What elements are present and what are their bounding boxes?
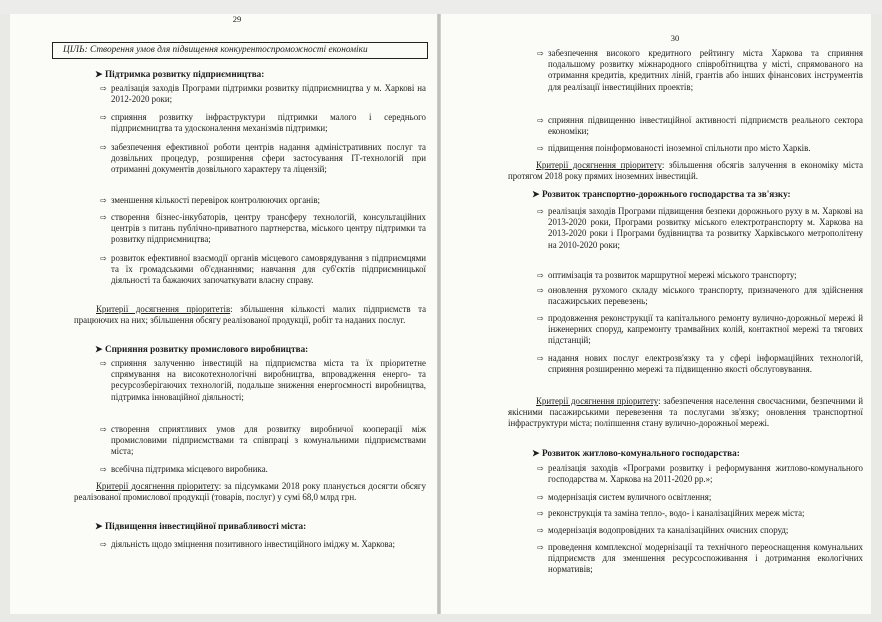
book-spine <box>437 14 441 614</box>
list-item <box>537 48 863 93</box>
list-item-text: зменшення кількості перевірок контролюючих органів; <box>111 195 320 205</box>
list-item-text: продовження реконструкції та капітального ремонту вулично-дорожньої мережі й інженерних споруд, капремонту трамвайних колій, контактної мережі та тягових підстанцій; <box>548 313 863 346</box>
list-item <box>537 492 863 503</box>
bullet-arrow-icon: ⇨ <box>537 286 544 295</box>
list-item <box>100 253 426 287</box>
section-arrow-icon: ➤ <box>95 344 103 354</box>
section-arrow-icon: ➤ <box>532 448 540 458</box>
bullet-arrow-icon: ⇨ <box>537 526 544 535</box>
bullet-arrow-icon: ⇨ <box>100 196 107 205</box>
list-item <box>537 508 863 519</box>
bullet-arrow-icon: ⇨ <box>100 359 107 368</box>
list-item-text: оновлення рухомого складу міського транспорту, призначеного для здійснення пасажирських перевезень; <box>548 285 863 307</box>
list-item-text: розвиток ефективної взаємодії органів місцевого самоврядування з підприємцями та їх громадськими об'єднаннями; навчання для суб'єктів підприємницької діяльності та бажаючих започаткувати власну справу. <box>111 253 426 286</box>
list-item <box>100 464 426 475</box>
list-item-text: підвищення поінформованості іноземної спільноти про місто Харків. <box>548 143 811 153</box>
list-item-text: реалізація заходів Програми підтримки розвитку підприємництва у м. Харкові на 2012-2020 роки; <box>111 83 426 105</box>
criteria-text: : за підсумками 2018 року планується досягти обсягу реалізованої промислової продукції (товарів, послуг) у сумі 68,0 млрд грн. <box>74 481 426 503</box>
bullet-arrow-icon: ⇨ <box>537 314 544 323</box>
bullet-arrow-icon: ⇨ <box>100 84 107 93</box>
list-item <box>100 424 426 458</box>
list-item <box>100 112 426 134</box>
list-item-text: оптимізація та розвиток маршрутної мережі міського транспорту; <box>548 270 797 280</box>
criteria-paragraph <box>74 304 426 326</box>
list-item <box>537 115 863 137</box>
list-item-text: реалізація заходів «Програми розвитку і реформування житлово-комунального господарства м. Харкова на 2011-2020 рр.»; <box>548 463 863 485</box>
section-heading <box>532 448 740 459</box>
list-item-text: діяльність щодо зміцнення позитивного інвестиційного іміджу м. Харкова; <box>111 539 396 549</box>
section-title: Підвищення інвестиційної привабливості міста: <box>105 521 307 531</box>
list-item-text: модернізація водопровідних та каналізаційних очисних споруд; <box>548 525 789 535</box>
list-item <box>537 353 863 375</box>
criteria-paragraph <box>74 481 426 503</box>
section-heading <box>532 189 791 200</box>
bullet-arrow-icon: ⇨ <box>537 543 544 552</box>
list-item <box>100 358 426 403</box>
bullet-arrow-icon: ⇨ <box>100 213 107 222</box>
list-item-text: модернізація систем вуличного освітлення; <box>548 492 712 502</box>
list-item <box>537 463 863 485</box>
list-item <box>537 285 863 307</box>
bullet-arrow-icon: ⇨ <box>100 465 107 474</box>
list-item-text: сприяння розвитку інфраструктури підтримки малого і середнього підприємництва та удосконалення механізмів підтримки; <box>111 112 426 134</box>
list-item-text: реконструкція та заміна тепло-, водо- і каналізаційних мереж міста; <box>548 508 805 518</box>
list-item <box>100 212 426 246</box>
list-item <box>537 143 863 154</box>
criteria-text: : забезпечення населення своєчасними, безпечними й якісними пасажирськими перевезення та послугами зв'язку; оновлення транспортної інфраструктури міста; поліпшення стану вулично-дорожньої мережі. <box>508 396 863 429</box>
bullet-arrow-icon: ⇨ <box>100 254 107 263</box>
bullet-arrow-icon: ⇨ <box>537 354 544 363</box>
list-item-text: сприяння підвищенню інвестиційної активності підприємств реального сектора економіки; <box>548 115 863 137</box>
bullet-arrow-icon: ⇨ <box>537 493 544 502</box>
bullet-arrow-icon: ⇨ <box>537 509 544 518</box>
criteria-label: Критерії досягнення пріоритету <box>536 396 659 406</box>
list-item <box>537 313 863 347</box>
section-title: Сприяння розвитку промислового виробництва: <box>105 344 309 354</box>
criteria-label: Критерії досягнення пріоритету <box>96 481 219 491</box>
bullet-arrow-icon: ⇨ <box>537 116 544 125</box>
goal-box: ЦІЛЬ: Створення умов для підвищення конкурентоспроможності економіки <box>52 42 428 59</box>
section-heading <box>95 344 308 355</box>
list-item-text: сприяння залученню інвестицій на підприємства міста та їх пріоритетне спрямування на високотехнологічні виробництва, впровадження енерго- та ресурсозберігаючих технологій, подальше зниження енергоємності виробництва, підтримка інноваційної діяльності; <box>111 358 426 402</box>
page-number-left: 29 <box>232 14 242 24</box>
list-item <box>100 83 426 105</box>
list-item-text: всебічна підтримка місцевого виробника. <box>111 464 268 474</box>
criteria-paragraph <box>508 160 863 182</box>
scan-border <box>0 0 882 14</box>
list-item-text: забезпечення високого кредитного рейтингу міста Харкова та сприяння подальшому розвитку міжнародного співробітництва у місті, спрямованого на отримання кредитів, кредитних ліній, грантів або інших фінансових інструментів для реалізації інвестиційних проектів; <box>548 48 863 92</box>
section-heading <box>95 521 306 532</box>
list-item <box>537 542 863 576</box>
section-title: Розвиток житлово-комунального господарства: <box>542 448 740 458</box>
bullet-arrow-icon: ⇨ <box>537 49 544 58</box>
bullet-arrow-icon: ⇨ <box>100 113 107 122</box>
bullet-arrow-icon: ⇨ <box>537 144 544 153</box>
page-number-right: 30 <box>670 33 680 43</box>
bullet-arrow-icon: ⇨ <box>537 271 544 280</box>
bullet-arrow-icon: ⇨ <box>100 425 107 434</box>
criteria-text: : збільшення обсягів залучення в економіку міста протягом 2018 року прямих іноземних інвестицій. <box>508 160 864 182</box>
section-arrow-icon: ➤ <box>95 521 103 531</box>
criteria-label: Критерії досягнення пріоритетів <box>96 304 231 314</box>
list-item-text: створення сприятливих умов для розвитку виробничої кооперації між промисловими підприємствами та співпраці з комунальними підприємствами міста; <box>111 424 426 457</box>
list-item-text: створення бізнес-інкубаторів, центру трансферу технологій, консультаційних центрів з питань публічно-приватного партнерства, міського центру підтримки та розвитку підприємництва; <box>111 212 426 245</box>
list-item <box>537 270 863 281</box>
list-item-text: забезпечення ефективної роботи центрів надання адміністративних послуг та дозвільних процедур, розширення сфери застосування ІТ-технологій при отриманні документів дозвільного характеру та ліцензій; <box>111 142 426 175</box>
list-item <box>100 195 426 206</box>
list-item <box>100 539 426 550</box>
criteria-text: : збільшення кількості малих підприємств та працюючих на них; збільшення обсягу реалізованої продукції, робіт та наданих послуг. <box>74 304 427 326</box>
list-item <box>537 525 863 536</box>
section-title: Підтримка розвитку підприємництва: <box>105 69 265 79</box>
list-item-text: надання нових послуг електрозв'язку та у сфері інформаційних технологій, сприяння розширенню мережі та підвищенню якості обслуговування. <box>548 353 863 375</box>
list-item <box>537 206 863 251</box>
criteria-paragraph <box>508 396 863 430</box>
list-item-text: реалізація заходів Програми підвищення безпеки дорожнього руху в м. Харкові на 2013-2020 роки, Програми розвитку міського електротранспорту м. Харкова на 2013-2020 роки і Програми будівництва та розвитку Харківського метрополітену на 2010-2020 роки; <box>548 206 863 250</box>
bullet-arrow-icon: ⇨ <box>537 207 544 216</box>
section-heading <box>95 69 264 80</box>
section-title: Розвиток транспортно-дорожнього господарства та зв'язку: <box>542 189 791 199</box>
bullet-arrow-icon: ⇨ <box>100 540 107 549</box>
bullet-arrow-icon: ⇨ <box>100 143 107 152</box>
section-arrow-icon: ➤ <box>532 189 540 199</box>
bullet-arrow-icon: ⇨ <box>537 464 544 473</box>
list-item-text: проведення комплексної модернізації та технічного переоснащення комунальних підприємств для зменшення ресурсоспоживання і дотримання екологічних нормативів; <box>548 542 863 575</box>
section-arrow-icon: ➤ <box>95 69 103 79</box>
criteria-label: Критерії досягнення пріоритету <box>536 160 662 170</box>
list-item <box>100 142 426 176</box>
